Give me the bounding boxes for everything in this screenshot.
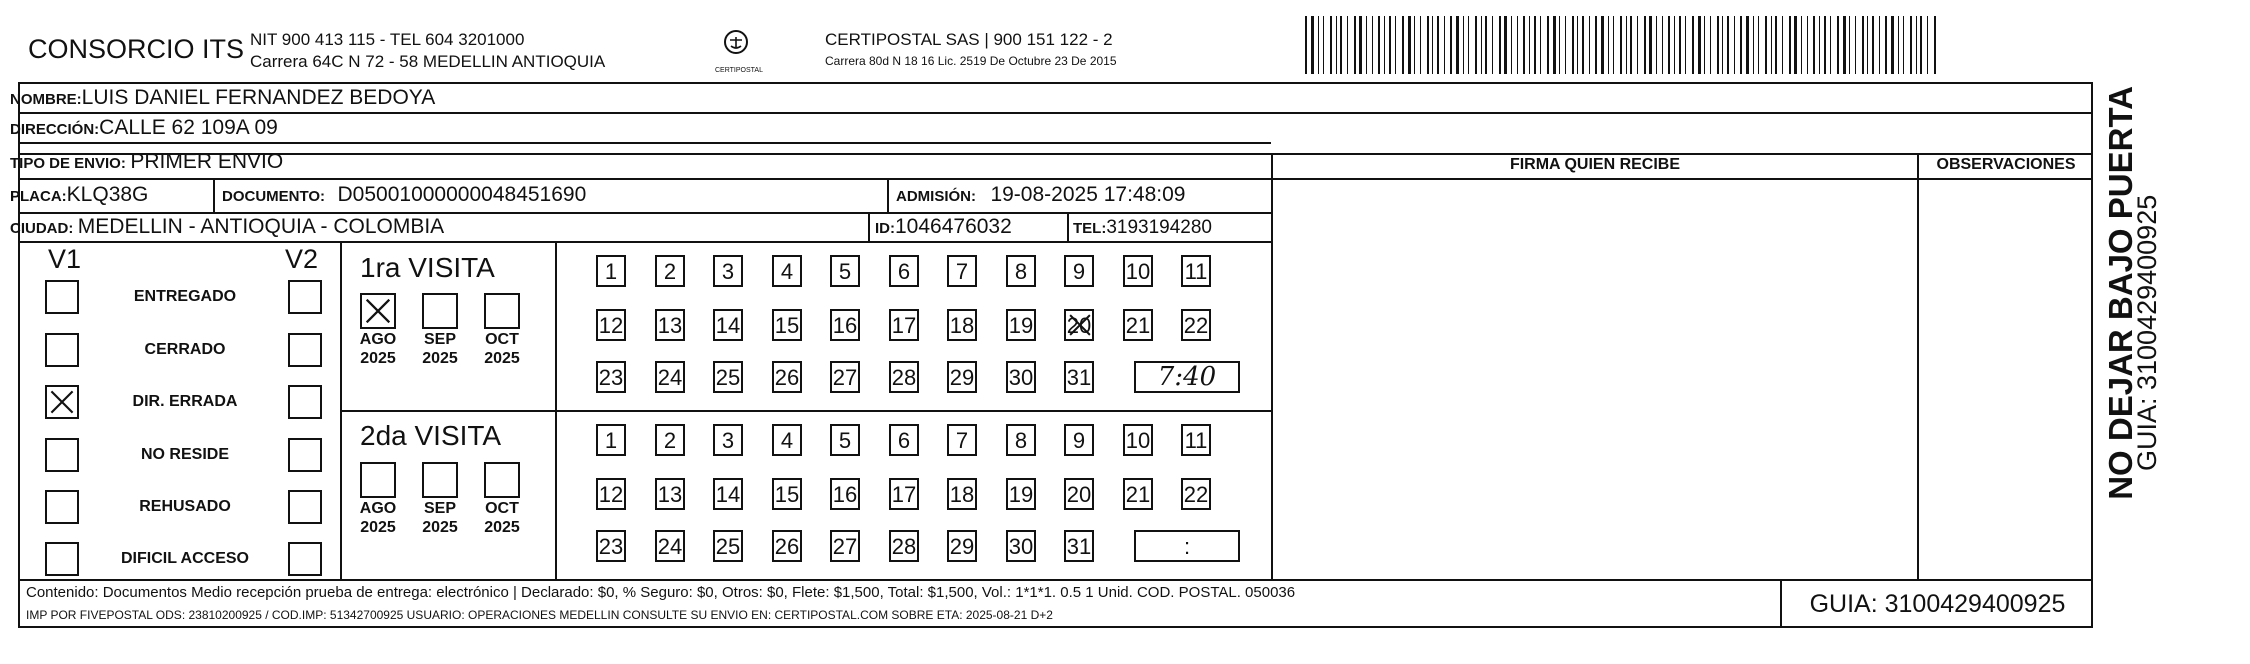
day-box[interactable]: 14 <box>713 478 743 510</box>
tel-label: TEL: <box>1073 220 1107 237</box>
logo-icon <box>715 28 757 66</box>
firma-top-line <box>18 153 2093 155</box>
day-box[interactable]: 18 <box>947 478 977 510</box>
day-box[interactable]: 3 <box>713 255 743 287</box>
placa-row <box>10 183 148 207</box>
nombre-value: LUIS DANIEL FERNANDEZ BEDOYA <box>81 86 436 109</box>
day-box[interactable]: 6 <box>889 424 919 456</box>
day-box[interactable]: 18 <box>947 309 977 341</box>
day-box[interactable]: 24 <box>655 530 685 562</box>
year-label: 2025 <box>360 519 396 536</box>
day-box[interactable]: 28 <box>889 530 919 562</box>
day-box[interactable]: 26 <box>772 530 802 562</box>
day-box[interactable]: 22 <box>1181 478 1211 510</box>
ciudad-label: CIUDAD: <box>10 220 74 237</box>
day-box[interactable]: 2 <box>655 255 685 287</box>
day-box[interactable]: 7 <box>947 424 977 456</box>
day-box[interactable]: 15 <box>772 478 802 510</box>
v2-checkbox[interactable] <box>288 438 322 472</box>
x-mark-icon <box>362 295 394 327</box>
v2-checkbox[interactable] <box>288 490 322 524</box>
v2-label: V2 <box>285 244 319 274</box>
footer-guia: GUIA: 3100429400925 <box>1809 590 2066 618</box>
day-box[interactable]: 23 <box>596 530 626 562</box>
id-cell <box>875 215 1012 239</box>
direccion-row <box>10 116 278 140</box>
visit2-label: 2da VISITA <box>360 420 502 451</box>
day-box[interactable]: 1 <box>596 255 626 287</box>
v2-checkbox[interactable] <box>288 333 322 367</box>
v2-checkbox[interactable] <box>288 280 322 314</box>
day-box[interactable]: 1 <box>596 424 626 456</box>
day-box[interactable]: 21 <box>1123 309 1153 341</box>
observaciones-area[interactable] <box>1919 181 2091 577</box>
courier-name: CERTIPOSTAL SAS | 900 151 122 - 2 <box>825 30 1113 49</box>
time-box[interactable]: : <box>1134 530 1240 562</box>
reason-label: ENTREGADO <box>133 288 237 305</box>
day-box[interactable]: 17 <box>889 478 919 510</box>
day-box[interactable]: 4 <box>772 424 802 456</box>
month-label: SEP <box>423 331 456 348</box>
day-box[interactable]: 6 <box>889 255 919 287</box>
day-box[interactable]: 7 <box>947 255 977 287</box>
ciudad-row <box>10 215 444 239</box>
day-box[interactable]: 17 <box>889 309 919 341</box>
day-box[interactable]: 14 <box>713 309 743 341</box>
day-box[interactable]: 16 <box>830 309 860 341</box>
v1-label: V1 <box>48 244 82 274</box>
month-checkbox-sep[interactable] <box>422 462 458 498</box>
x-mark-icon <box>47 387 77 417</box>
time-box[interactable]: 7:40 <box>1134 361 1240 393</box>
firma-area[interactable] <box>1273 181 1915 577</box>
footer-line1: Contenido: Documentos Medio recepción prueba de entrega: electrónico | Declarado: $0, % Seguro: $0, Otros: $0, Flete: $1,500, Total: $1,500, Vol.: 1*1*1. 0.5 1 Unid. COD. POSTAL. 050036 <box>26 584 1296 601</box>
day-box[interactable]: 30 <box>1006 361 1036 393</box>
day-box[interactable]: 4 <box>772 255 802 287</box>
reason-label: REHUSADO <box>139 498 231 515</box>
day-box[interactable]: 22 <box>1181 309 1211 341</box>
day-box[interactable]: 11 <box>1181 424 1211 456</box>
year-label: 2025 <box>360 350 396 367</box>
day-box[interactable]: 12 <box>596 309 626 341</box>
courier-license: Carrera 80d N 18 16 Lic. 2519 De Octubre 23 De 2015 <box>825 54 1117 68</box>
day-box[interactable]: 29 <box>947 530 977 562</box>
admision-label: ADMISIÓN: <box>896 188 976 205</box>
month-checkbox-sep[interactable] <box>422 293 458 329</box>
day-box[interactable]: 5 <box>830 424 860 456</box>
footer-line2: IMP POR FIVEPOSTAL ODS: 23810200925 / COD.IMP: 51342700925 USUARIO: OPERACIONES MEDELLIN CONSULTE SU ENVIO EN: CERTIPOSTAL.COM SOBRE ETA: 2025-08-21 D+2 <box>26 608 1053 622</box>
tipo-row <box>10 150 283 174</box>
month-label: AGO <box>359 500 397 517</box>
month-label: SEP <box>423 500 456 517</box>
day-box[interactable]: 16 <box>830 478 860 510</box>
month-checkbox-oct[interactable] <box>484 293 520 329</box>
year-label: 2025 <box>422 350 458 367</box>
day-box[interactable]: 12 <box>596 478 626 510</box>
id-value: 1046476032 <box>895 215 1012 238</box>
day-box[interactable]: 29 <box>947 361 977 393</box>
reason-label: NO RESIDE <box>140 446 229 463</box>
day-box[interactable]: 15 <box>772 309 802 341</box>
v2-checkbox[interactable] <box>288 542 322 576</box>
day-box[interactable]: 5 <box>830 255 860 287</box>
admision-value: 19-08-2025 17:48:09 <box>990 183 1186 206</box>
v1-checkbox[interactable] <box>45 333 79 367</box>
tipo-label: TIPO DE ENVIO: <box>10 155 126 172</box>
day-box[interactable]: 2 <box>655 424 685 456</box>
v1-checkbox[interactable] <box>45 438 79 472</box>
no-dejar-text: NO DEJAR BAJO PUERTA <box>2102 86 2139 500</box>
admision-cell <box>896 183 1185 207</box>
day-box[interactable]: 28 <box>889 361 919 393</box>
day-box[interactable]: 31 <box>1064 361 1094 393</box>
month-checkbox-ago[interactable] <box>360 462 396 498</box>
direccion-label: DIRECCIÓN: <box>10 121 100 138</box>
day-box[interactable]: 19 <box>1006 478 1036 510</box>
day-box[interactable]: 3 <box>713 424 743 456</box>
logo-text: CERTIPOSTAL <box>715 67 763 74</box>
placa-label: PLACA: <box>10 188 67 205</box>
side-text <box>2100 86 2162 556</box>
year-label: 2025 <box>422 519 458 536</box>
nombre-label: NOMBRE: <box>10 91 82 108</box>
placa-value: KLQ38G <box>66 183 149 206</box>
side-guia-text: GUIA: 3100429400925 <box>2132 194 2162 471</box>
day-box[interactable]: 13 <box>655 309 685 341</box>
day-box[interactable]: 10 <box>1123 424 1153 456</box>
documento-value: D05001000000048451690 <box>337 183 587 206</box>
day-box[interactable]: 19 <box>1006 309 1036 341</box>
day-box[interactable]: 8 <box>1006 424 1036 456</box>
x-mark-icon <box>1066 311 1094 339</box>
id-label: ID: <box>875 220 895 237</box>
firma-label: FIRMA QUIEN RECIBE <box>1509 156 1681 173</box>
v2-checkbox[interactable] <box>288 385 322 419</box>
barcode-icon <box>1305 16 1940 74</box>
day-box[interactable]: 20 <box>1064 309 1094 341</box>
documento-cell <box>222 183 586 207</box>
day-box[interactable]: 27 <box>830 530 860 562</box>
v1-checkbox[interactable] <box>45 280 79 314</box>
nombre-row <box>10 86 435 110</box>
day-box[interactable]: 24 <box>655 361 685 393</box>
year-label: 2025 <box>484 519 520 536</box>
day-box[interactable]: 31 <box>1064 530 1094 562</box>
day-box[interactable]: 9 <box>1064 424 1094 456</box>
month-checkbox-ago[interactable] <box>360 293 396 329</box>
company-nit: NIT 900 413 115 - TEL 604 3201000 <box>250 30 525 49</box>
direccion-value: CALLE 62 109A 09 <box>99 116 278 139</box>
day-box[interactable]: 30 <box>1006 530 1036 562</box>
company-address: Carrera 64C N 72 - 58 MEDELLIN ANTIOQUIA <box>250 52 606 71</box>
day-box[interactable]: 25 <box>713 361 743 393</box>
visit1-label: 1ra VISITA <box>360 252 495 283</box>
day-box[interactable]: 27 <box>830 361 860 393</box>
tipo-value: PRIMER ENVIO <box>130 150 284 173</box>
documento-label: DOCUMENTO: <box>222 188 326 205</box>
day-box[interactable]: 8 <box>1006 255 1036 287</box>
day-box[interactable]: 23 <box>596 361 626 393</box>
v1-checkbox[interactable] <box>45 385 79 419</box>
day-box[interactable]: 20 <box>1064 478 1094 510</box>
day-box[interactable]: 25 <box>713 530 743 562</box>
day-box[interactable]: 26 <box>772 361 802 393</box>
v1-checkbox[interactable] <box>45 490 79 524</box>
ciudad-value: MEDELLIN - ANTIOQUIA - COLOMBIA <box>77 215 445 238</box>
reason-label: DIR. ERRADA <box>132 393 238 410</box>
month-label: OCT <box>485 500 519 517</box>
observaciones-label: OBSERVACIONES <box>1936 156 2076 173</box>
reason-label: DIFICIL ACCESO <box>120 550 249 567</box>
courier-logo <box>715 28 763 74</box>
tel-cell <box>1073 217 1212 239</box>
month-label: AGO <box>359 331 397 348</box>
company-name: CONSORCIO ITS <box>28 34 245 64</box>
day-box[interactable]: 11 <box>1181 255 1211 287</box>
month-label: OCT <box>485 331 519 348</box>
reason-label: CERRADO <box>144 341 226 358</box>
day-box[interactable]: 21 <box>1123 478 1153 510</box>
day-box[interactable]: 10 <box>1123 255 1153 287</box>
day-box[interactable]: 9 <box>1064 255 1094 287</box>
day-box[interactable]: 13 <box>655 478 685 510</box>
tel-value: 3193194280 <box>1106 217 1212 238</box>
month-checkbox-oct[interactable] <box>484 462 520 498</box>
year-label: 2025 <box>484 350 520 367</box>
v1-checkbox[interactable] <box>45 542 79 576</box>
